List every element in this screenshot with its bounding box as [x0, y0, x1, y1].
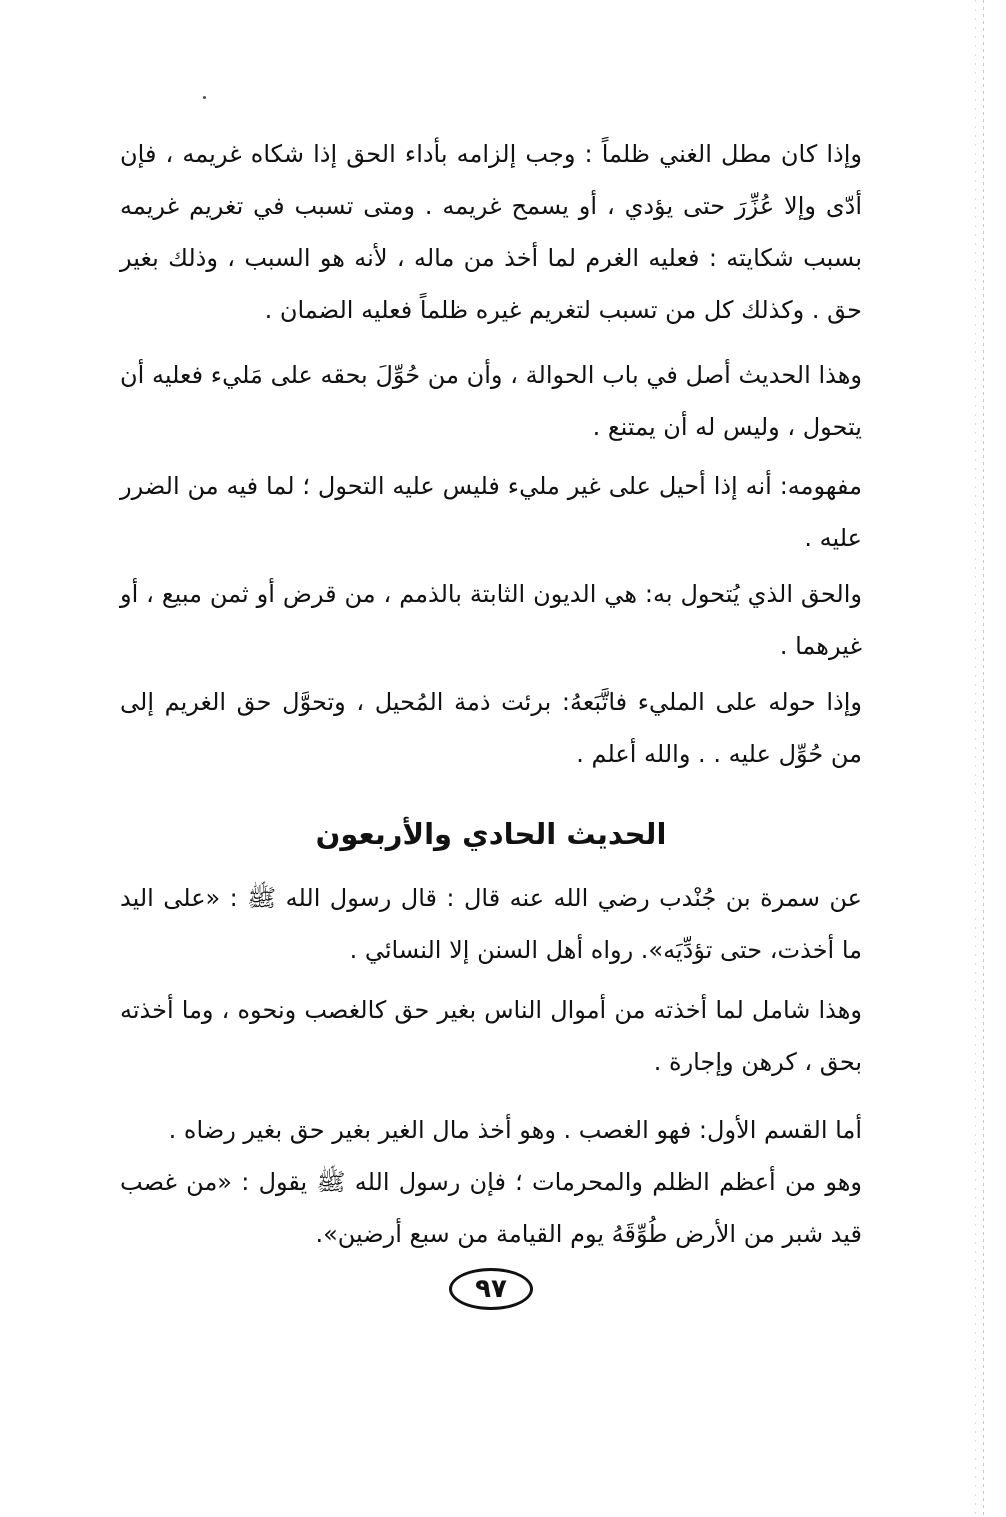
- paragraph: وهذا الحديث أصل في باب الحوالة ، وأن من حُوِّلَ بحقه على مَليء فعليه أن يتحول ، وليس له أن يمتنع .: [120, 361, 862, 441]
- paragraph-block-4: [120, 568, 862, 672]
- paragraph-block-1: [120, 128, 862, 336]
- paragraph: عن سمرة بن جُنْدب رضي الله عنه قال : قال رسول الله ﷺ : «على اليد ما أخذت، حتى تؤدِّيَه». رواه أهل السنن إلا النسائي .: [120, 884, 862, 964]
- paragraph-block-6: [120, 872, 862, 976]
- paragraph: وإذا حوله على المليء فاتَّبَعهُ: برئت ذمة المُحيل ، وتحوَّل حق الغريم إلى من حُوِّل عليه . . والله أعلم .: [120, 688, 862, 768]
- paragraph-block-8: [120, 1104, 862, 1260]
- paragraph: وهو من أعظم الظلم والمحرمات ؛ فإن رسول الله ﷺ يقول : «من غصب قيد شبر من الأرض طُوِّقَهُ يوم القيامة من سبع أرضين».: [120, 1168, 862, 1248]
- paragraph: والحق الذي يُتحول به: هي الديون الثابتة بالذمم ، من قرض أو ثمن مبيع ، أو غيرهما .: [120, 580, 862, 660]
- paragraph: مفهومه: أنه إذا أحيل على غير مليء فليس عليه التحول ؛ لما فيه من الضرر عليه .: [120, 472, 862, 552]
- paragraph-block-3: [120, 460, 862, 564]
- section-heading: الحديث الحادي والأربعون: [315, 817, 667, 851]
- paragraph-block-5: [120, 676, 862, 780]
- paragraph: وإذا كان مطل الغني ظلماً : وجب إلزامه بأداء الحق إذا شكاه غريمه ، فإن أدّى وإلا عُزِّرَ حتى يؤدي ، أو يسمح غريمه . ومتى تسبب في تغريم غريمه بسبب شكايته : فعليه الغرم لما أخذ من ماله ، لأنه هو السبب ، وذلك بغير حق . وكذلك كل من تسبب لتغريم غيره ظلماً فعليه الضمان .: [120, 140, 862, 324]
- scan-edge-line-inner: [975, 0, 976, 1517]
- paragraph: أما القسم الأول: فهو الغصب . وهو أخذ مال الغير بغير حق بغير رضاه .: [168, 1116, 862, 1144]
- paragraph-block-7: [120, 984, 862, 1088]
- page-number: ٩٧: [449, 1268, 533, 1310]
- scan-edge-line: [983, 0, 984, 1517]
- paragraph-block-2: [120, 349, 862, 453]
- paragraph: وهذا شامل لما أخذته من أموال الناس بغير حق كالغصب ونحوه ، وما أخذته بحق ، كرهن وإجارة .: [120, 996, 862, 1076]
- ink-speck: [203, 96, 206, 99]
